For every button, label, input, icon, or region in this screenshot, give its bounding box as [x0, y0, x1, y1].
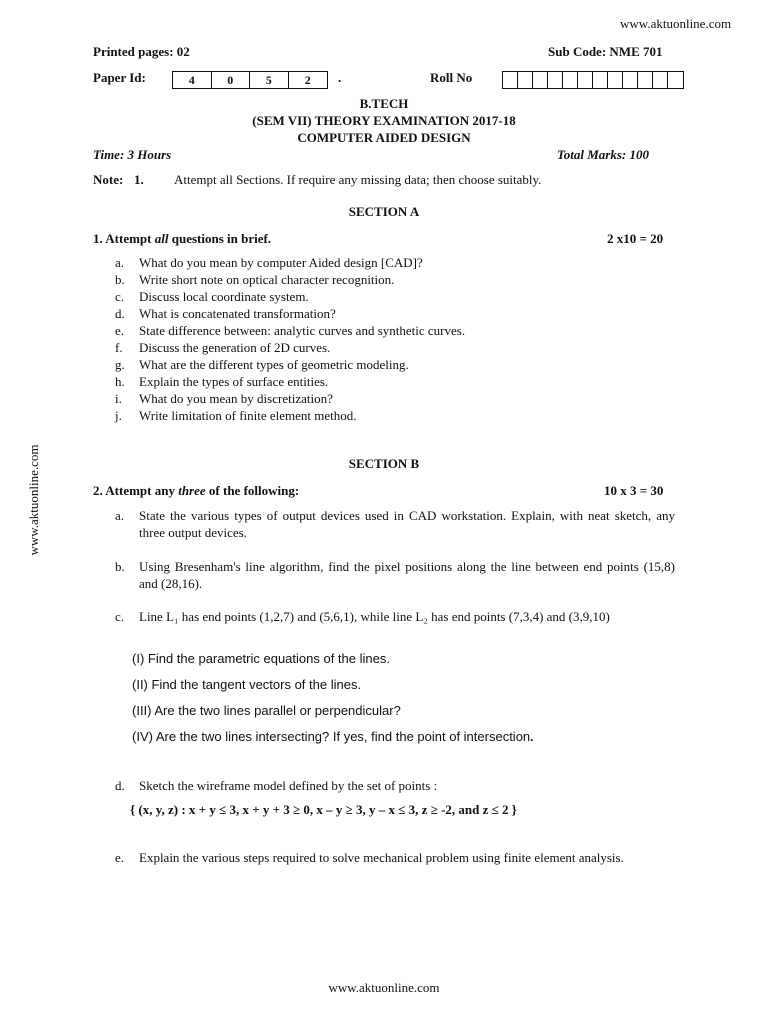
roll-no-boxes [502, 71, 684, 89]
note-label: Note: [93, 172, 124, 187]
roll-no-cell [668, 72, 683, 88]
printed-pages: Printed pages: 02 [93, 44, 190, 59]
paper-id-digit: 2 [304, 72, 311, 87]
roll-no-cell [623, 72, 638, 88]
roll-no-cell [653, 72, 668, 88]
watermark-top: www.aktuonline.com [620, 16, 732, 31]
roll-no-cell [518, 72, 533, 88]
roll-no-cell [533, 72, 548, 88]
exam-title: (SEM VII) THEORY EXAMINATION 2017-18 [252, 113, 516, 128]
paper-id-digit: 0 [212, 72, 251, 88]
section-b-marks: 10 x 3 = 30 [604, 483, 664, 498]
roll-no-label: Roll No [430, 70, 473, 85]
subject-title: COMPUTER AIDED DESIGN [297, 130, 471, 145]
note-number: 1. [134, 172, 144, 187]
paper-id-digit: 5 [250, 72, 289, 88]
question-2c-part-2: (II) Find the tangent vectors of the lines. [132, 677, 362, 692]
section-b-title: SECTION B [348, 456, 420, 471]
section-b-emphasis: three [178, 483, 206, 498]
roll-no-cell [608, 72, 623, 88]
section-a-marks: 2 x10 = 20 [607, 231, 664, 246]
roll-no-cell [593, 72, 608, 88]
paper-id-boxes [172, 71, 328, 89]
paper-id-label: Paper Id: [93, 70, 146, 85]
question-2d-formula: { (x, y, z) : x + y ≤ 3, x + y + 3 ≥ 0, x – y ≥ 3, y – x ≤ 3, z ≥ -2, and z ≤ 2 } [130, 802, 517, 817]
note-text: Attempt all Sections. If require any missing data; then choose suitably. [174, 172, 542, 187]
roll-no-cell [503, 72, 518, 88]
sub-code: Sub Code: NME 701 [548, 44, 663, 59]
watermark-side: www.aktuonline.com [26, 444, 41, 556]
paper-id-dot: . [338, 70, 342, 85]
watermark-bottom: www.aktuonline.com [328, 980, 440, 995]
roll-no-cell [638, 72, 653, 88]
roll-no-cell [563, 72, 578, 88]
total-marks: Total Marks: 100 [557, 147, 649, 162]
section-a-question: 1. Attempt all questions in brief. [93, 231, 272, 246]
section-a-title: SECTION A [348, 204, 420, 219]
program-title: B.TECH [359, 96, 409, 111]
paper-id-digit: 4 [173, 72, 212, 88]
section-a-emphasis: all [154, 231, 169, 246]
roll-no-cell [548, 72, 563, 88]
question-2c-part-3: (III) Are the two lines parallel or perpendicular? [132, 703, 401, 718]
question-2c-part-4: (IV) Are the two lines intersecting? If yes, find the point of intersection. [132, 729, 534, 744]
roll-no-cell [578, 72, 593, 88]
section-b-question: 2. Attempt any three of the following: [93, 483, 300, 498]
time-label: Time: 3 Hours [93, 147, 172, 162]
question-2c-part-1: (I) Find the parametric equations of the lines. [132, 651, 390, 666]
